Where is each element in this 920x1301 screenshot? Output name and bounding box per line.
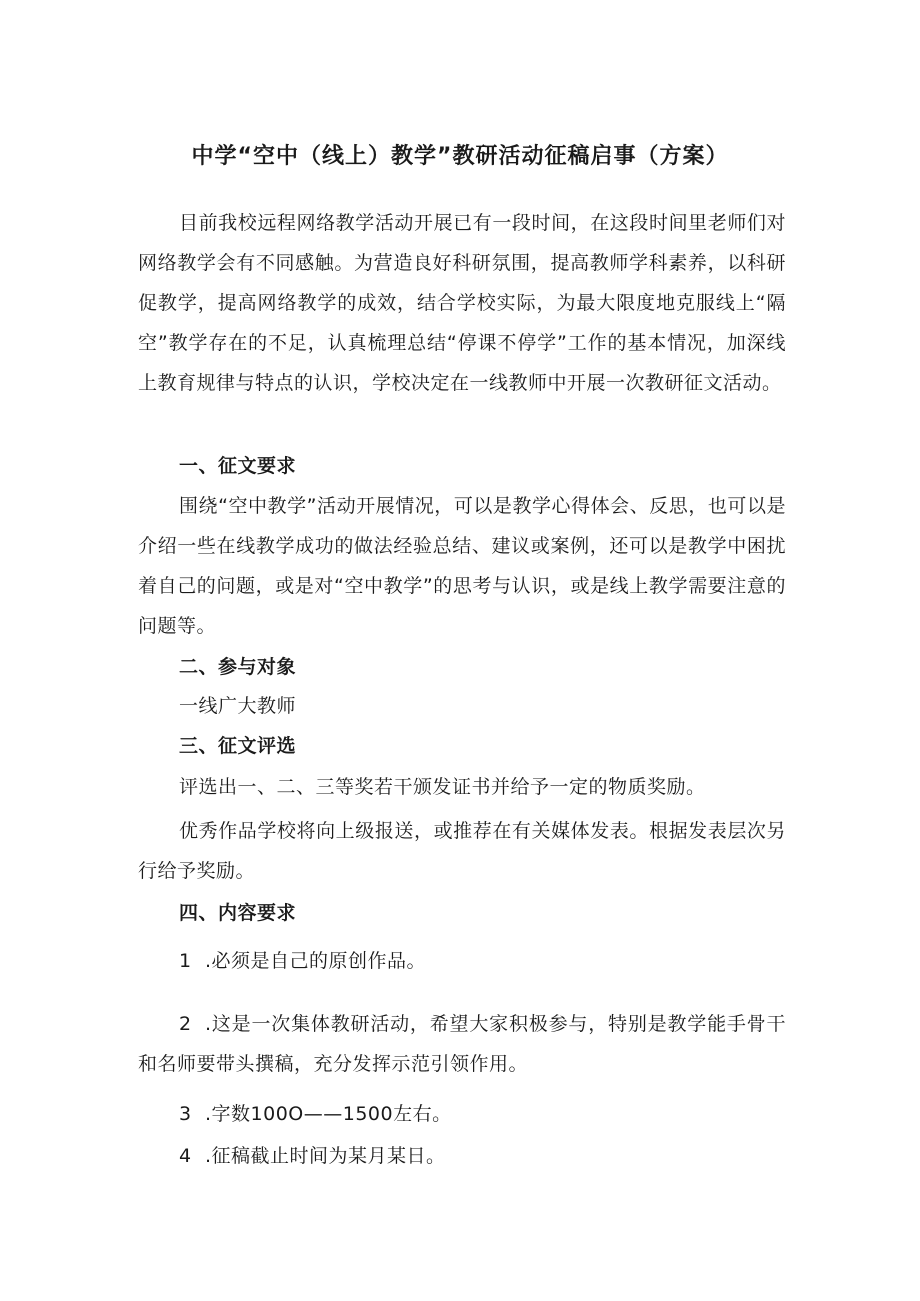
list-item [138, 1004, 786, 1084]
document-title: 中学“空中（线上）教学”教研活动征稿启事（方案） [191, 144, 729, 169]
section-heading-requirements: 一、征文要求 [179, 455, 297, 477]
section-heading-content: 四、内容要求 [179, 902, 297, 924]
list-item [138, 1094, 786, 1134]
list-item-text: .征稿截止时间为某月某日。 [205, 1145, 446, 1167]
evaluation-paragraph-awards: 评选出一、二、三等奖若干颁发证书并给予一定的物质奖励。 [179, 776, 706, 798]
evaluation-paragraph-publication: 优秀作品学校将向上级报送，或推荐在有关媒体发表。根据发表层次另行给予奖励。 [138, 820, 786, 882]
intro-paragraph: 目前我校远程网络教学活动开展已有一段时间，在这段时间里老师们对网络教学会有不同感触。为营造良好科研氛围，提高教师学科素养，以科研促教学，提高网络教学的成效，结合学校实际，为最大限度地克服线上“隔空”教学存在的不足，认真梳理总结“停课不停学”工作的基本情况，加深线上教育规律与特点的认识，学校决定在一线教师中开展一次教研征文活动。 [138, 212, 786, 394]
list-item [138, 1136, 786, 1176]
list-item-text: .这是一次集体教研活动，希望大家积极参与，特别是教学能手骨干和名师要带头撰稿，充分发挥示范引领作用。 [138, 1013, 786, 1075]
list-item-number: 3 [179, 1103, 192, 1125]
participants-paragraph: 一线广大教师 [179, 695, 297, 717]
list-item-number: 4 [179, 1145, 192, 1167]
list-item-text: .必须是自己的原创作品。 [205, 950, 427, 972]
requirements-paragraph: 围绕“空中教学”活动开展情况，可以是教学心得体会、反思，也可以是介绍一些在线教学成功的做法经验总结、建议或案例，还可以是教学中困扰着自己的问题，或是对“空中教学”的思考与认识，或是线上教学需要注意的问题等。 [138, 495, 786, 637]
list-item-text: .字数100O——1500左右。 [205, 1103, 452, 1125]
section-heading-evaluation: 三、征文评选 [179, 735, 297, 757]
list-item [138, 941, 786, 981]
list-item-number: 2 [179, 1013, 192, 1035]
list-item-number: 1 [179, 950, 192, 972]
section-heading-participants: 二、参与对象 [179, 656, 297, 678]
